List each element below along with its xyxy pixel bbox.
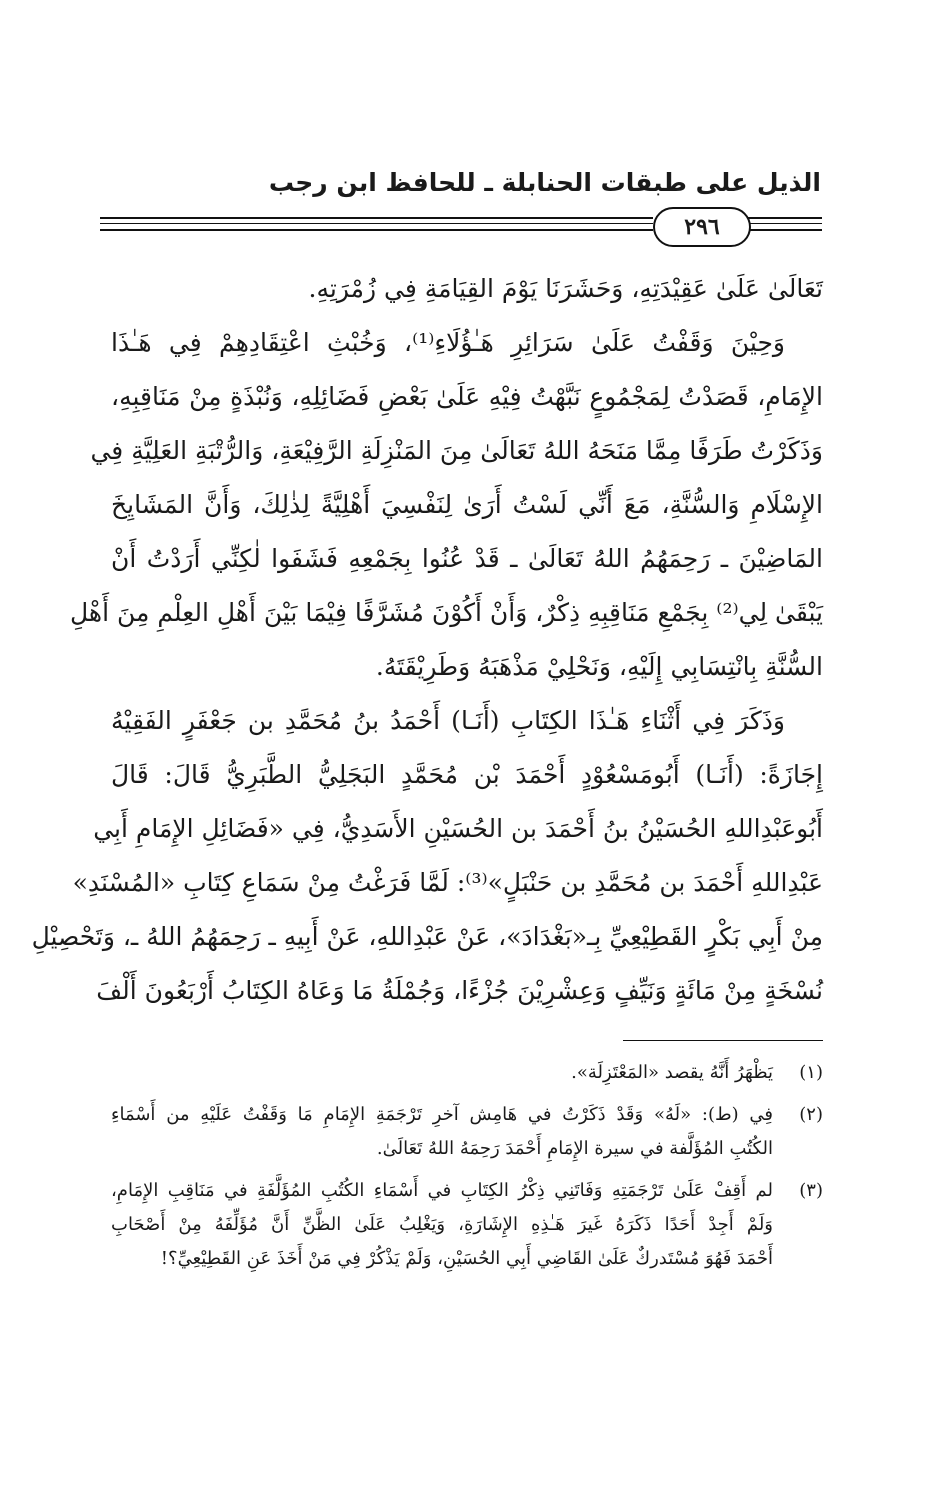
footnote-number: (١) [799,1062,823,1083]
text-line: المَاضِيْنَ ـ رَحِمَهُمُ اللهُ تَعَالَىٰ ـ قَدْ عُنُوا بِجَمْعِهِ فَشَفَوا لٰكِنِّي أَرَدْتُ أَنْ [111,544,823,573]
footnote-number: (٢) [799,1104,823,1125]
text-line: عَبْدِاللهِ أَحْمَدَ بن مُحَمَّدِ بن حَنْبَلٍ»⁽³⁾: لَمَّا فَرَغْتُ مِنْ سَمَاعِ كِتَابِ «المُسْنَدِ» [72,868,823,897]
header-rule-line [747,217,822,219]
text-line: يَبْقَىٰ لِي⁽²⁾ بِجَمْعِ مَنَاقِبِهِ ذِكْرٌ، وَأَنْ أَكُوْنَ مُشَرَّفًا فِيْمَا بَيْنَ أَهْلِ العِلْمِ مِنَ أَهْلِ [69,598,823,627]
page-number: ٢٩٦ [653,207,751,247]
text-line: إِجَازَةً: (أَنَـا) أَبُومَسْعُوْدٍ أَحْمَدَ بْن مُحَمَّدٍ البَجَلِيُّ الطَّبَرِيُّ قَالَ: قَالَ [111,760,823,789]
text-line: نُسْخَةٍ مِنْ مَائَةٍ وَنَيِّفٍ وَعِشْرِيْنَ جُزْءًا، وَجُمْلَةُ مَا وَعَاهُ الكِتَابُ أَرْبَعُونَ أَلْفَ [96,976,823,1005]
footnote-line: لم أَقِفْ عَلَىٰ تَرْجَمَتِهِ وَفَاتَنِي ذِكْرُ الكِتَابِ في أَسْمَاءِ الكُتُبِ المُؤَلَّفَةِ في مَنَاقِبِ الإِمَامِ، [111,1180,773,1201]
footnote-line: فِي (ط): «لَهُ» وَقَدْ ذَكَرْتُ في هَامِش آخرِ تَرْجَمَةِ الإِمَامِ مَا وَقَفْتُ عَلَيْهِ من أَسْمَاءِ [111,1104,773,1125]
header-rule-line [100,223,653,224]
footnote-separator [623,1040,823,1041]
text-line: الإِمَامِ، قَصَدْتُ لِمَجْمُوعٍ نَبَّهْتُ فِيْهِ عَلَىٰ بَعْضِ فَضَائِلِهِ، وَنُبْذَةٍ مِنْ مَنَاقِبِهِ، [111,382,823,411]
text-line: وَذَكَرَ فِي أَثْنَاءِ هَـٰذَا الكِتَابِ (أَنَـا) أَحْمَدُ بنُ مُحَمَّدِ بن جَعْفَرٍ الفَقِيْهُ [111,706,785,735]
header-rule-line [100,229,653,231]
text-line: مِنْ أَبِي بَكْرٍ القَطِيْعِيِّ بِـ«بَغْدَادَ»، عَنْ عَبْدِاللهِ، عَنْ أَبِيهِ ـ رَحِمَهُمُ اللهُ ـ، وَتَحْصِيْلِ [31,922,823,951]
footnote-number: (٣) [799,1180,823,1201]
header-rule-line [100,217,653,219]
footnote-line: يَظْهَرُ أَنَّهُ يقصد «المَعْتَزِلَة». [571,1062,773,1083]
footnote [111,1056,823,1090]
body-text [31,262,823,1018]
text-line: السُّنَّةِ بِانْتِسَابِي إِلَيْهِ، وَنَحْلِيْ مَذْهَبَهُ وَطَرِيْقَتَهُ. [375,652,823,681]
text-line: أَبُوعَبْدِاللهِ الحُسَيْنُ بنُ أَحْمَدَ بن الحُسَيْنِ الأَسَدِيُّ، فِي «فَضَائِلِ الإِمَامِ أَبِي [93,814,823,843]
header-rule-line [747,223,822,224]
text-line: وَذَكَرْتُ طَرَفًا مِمَّا مَنَحَهُ اللهُ تَعَالَىٰ مِنَ المَنْزِلَةِ الرَّفِيْعَةِ، وَالرُّتْبَةِ العَلِيَّةِ فِي [90,436,823,465]
footnote-line: وَلَمْ أَجِدْ أَحَدًا ذَكَرَهُ غَيرَ هَـٰذِهِ الإِشَارَةِ، وَيَغْلِبُ عَلَىٰ الظَّنِّ أَنَّ مُؤَلِّفَهُ مِنْ أَصْحَابِ [111,1214,774,1235]
header-rule-line [747,229,822,231]
footnote [111,1174,823,1276]
text-line: الإِسْلَامِ وَالسُّنَّةِ، مَعَ أَنِّي لَسْتُ أَرَىٰ لِنَفْسِيَ أَهْلِيَّةً لِذٰلِكَ، وَأَنَّ المَشَايِخَ [111,490,823,519]
footnote-line: الكُتُبِ المُؤَلَّفة في سيرة الإِمَامِ أَحْمَدَ رَحِمَهُ اللهُ تَعَالَىٰ. [376,1138,773,1159]
footnote [111,1098,823,1166]
text-line: وَحِيْنَ وَقَفْتُ عَلَىٰ سَرَائِرِ هَـٰؤُلَاءِ⁽¹⁾، وَخُبْثِ اعْتِقَادِهِمْ فِي هَـٰذَا [111,328,786,357]
text-line: تَعَالَىٰ عَلَىٰ عَقِيْدَتِهِ، وَحَشَرَنَا يَوْمَ القِيَامَةِ فِي زُمْرَتِهِ. [308,274,823,303]
footnotes [111,1056,823,1284]
footnote-line: أَحْمَدَ فَهُوَ مُسْتَدركٌ عَلَىٰ القَاضِي أَبِي الحُسَيْنِ، وَلَمْ يَذْكُرْ فِي مَنْ أَخَذَ عَنِ القَطِيْعِيِّ؟! [160,1248,773,1269]
running-title: الذيل على طبقات الحنابلة ـ للحافظ ابن رجب [268,168,821,197]
header-rule [100,207,822,245]
